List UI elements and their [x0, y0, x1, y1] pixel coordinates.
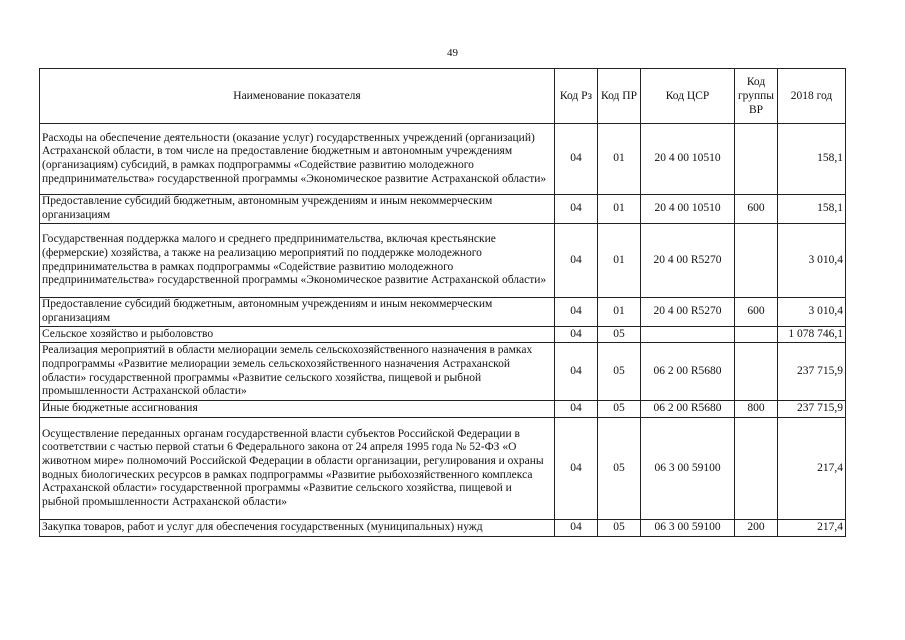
row-value-2018: 158,1	[778, 124, 846, 195]
row-name: Осуществление переданных органам государственной власти субъектов Российской Федерации в соответствии с частью первой статьи 6 Федерального закона от 24 апреля 1995 года № 52-ФЗ «О животном мире» полномочий Российской Федерации в области организации, регулирования и охраны водных биологических ресурсов в рамках подпрограммы «Развитие рыбохозяйственного комплекса Астраханской области» государственной программы «Развитие сельского хозяйства, пищевой и рыбной промышленности Астраханской области»	[40, 418, 555, 520]
table-row	[40, 418, 846, 520]
row-vr	[735, 224, 778, 298]
row-csr: 20 4 00 10510	[641, 124, 735, 195]
row-csr: 20 4 00 R5270	[641, 224, 735, 298]
row-csr: 06 2 00 R5680	[641, 401, 735, 418]
table-header-row	[40, 69, 846, 124]
row-name: Закупка товаров, работ и услуг для обеспечения государственных (муниципальных) нужд	[40, 520, 555, 537]
row-pr: 05	[598, 418, 641, 520]
row-csr: 06 3 00 59100	[641, 418, 735, 520]
row-rz: 04	[555, 124, 598, 195]
header-2018: 2018 год	[778, 69, 846, 124]
header-csr: Код ЦСР	[641, 69, 735, 124]
row-vr: 600	[735, 298, 778, 327]
row-name: Расходы на обеспечение деятельности (оказание услуг) государственных учреждений (организаций) Астраханской области, в том числе на предоставление бюджетным и автономным учреждениям (организациям) субсидий, в рамках подпрограммы «Содействие развитию молодежного предпринимательства» государственной программы «Экономическое развитие Астраханской области»	[40, 124, 555, 195]
row-csr: 20 4 00 10510	[641, 195, 735, 224]
row-pr: 01	[598, 224, 641, 298]
table-row	[40, 224, 846, 298]
row-csr: 06 3 00 59100	[641, 520, 735, 537]
row-pr: 01	[598, 124, 641, 195]
row-pr: 01	[598, 298, 641, 327]
row-rz: 04	[555, 327, 598, 343]
row-rz: 04	[555, 520, 598, 537]
row-pr: 01	[598, 195, 641, 224]
row-csr	[641, 327, 735, 343]
table-row	[40, 327, 846, 343]
row-rz: 04	[555, 343, 598, 401]
budget-table	[39, 68, 846, 537]
row-pr: 05	[598, 401, 641, 418]
table-row	[40, 401, 846, 418]
row-rz: 04	[555, 401, 598, 418]
row-value-2018: 237 715,9	[778, 401, 846, 418]
header-pr: Код ПР	[598, 69, 641, 124]
row-value-2018: 217,4	[778, 418, 846, 520]
row-value-2018: 237 715,9	[778, 343, 846, 401]
row-value-2018: 1 078 746,1	[778, 327, 846, 343]
header-vr: Код группы ВР	[735, 69, 778, 124]
row-name: Сельское хозяйство и рыболовство	[40, 327, 555, 343]
row-value-2018: 3 010,4	[778, 224, 846, 298]
row-vr	[735, 124, 778, 195]
header-rz: Код Рз	[555, 69, 598, 124]
row-rz: 04	[555, 298, 598, 327]
table-row	[40, 343, 846, 401]
row-vr	[735, 327, 778, 343]
row-name: Предоставление субсидий бюджетным, автономным учреждениям и иным некоммерческим организациям	[40, 298, 555, 327]
table-row	[40, 298, 846, 327]
row-pr: 05	[598, 327, 641, 343]
row-csr: 06 2 00 R5680	[641, 343, 735, 401]
row-value-2018: 217,4	[778, 520, 846, 537]
row-vr	[735, 418, 778, 520]
row-rz: 04	[555, 418, 598, 520]
row-name: Предоставление субсидий бюджетным, автономным учреждениям и иным некоммерческим организациям	[40, 195, 555, 224]
table-row	[40, 195, 846, 224]
row-name: Иные бюджетные ассигнования	[40, 401, 555, 418]
row-rz: 04	[555, 195, 598, 224]
page-number: 49	[447, 47, 458, 59]
table-row	[40, 124, 846, 195]
table-row	[40, 520, 846, 537]
row-value-2018: 158,1	[778, 195, 846, 224]
row-vr	[735, 343, 778, 401]
row-vr: 200	[735, 520, 778, 537]
row-vr: 800	[735, 401, 778, 418]
row-value-2018: 3 010,4	[778, 298, 846, 327]
row-pr: 05	[598, 520, 641, 537]
header-name: Наименование показателя	[40, 69, 555, 124]
row-name: Государственная поддержка малого и среднего предпринимательства, включая крестьянские (фермерские) хозяйства, а также на реализацию мероприятий по поддержке молодежного предпринимательства в рамках подпрограммы «Содействие развитию молодежного предпринимательства» государственной программы «Экономическое развитие Астраханской области»	[40, 224, 555, 298]
row-pr: 05	[598, 343, 641, 401]
row-rz: 04	[555, 224, 598, 298]
row-vr: 600	[735, 195, 778, 224]
row-name: Реализация мероприятий в области мелиорации земель сельскохозяйственного назначения в рамках подпрограммы «Развитие мелиорации земель сельскохозяйственного назначения Астраханской области» государственной программы «Развитие сельского хозяйства, пищевой и рыбной промышленности Астраханской области»	[40, 343, 555, 401]
row-csr: 20 4 00 R5270	[641, 298, 735, 327]
